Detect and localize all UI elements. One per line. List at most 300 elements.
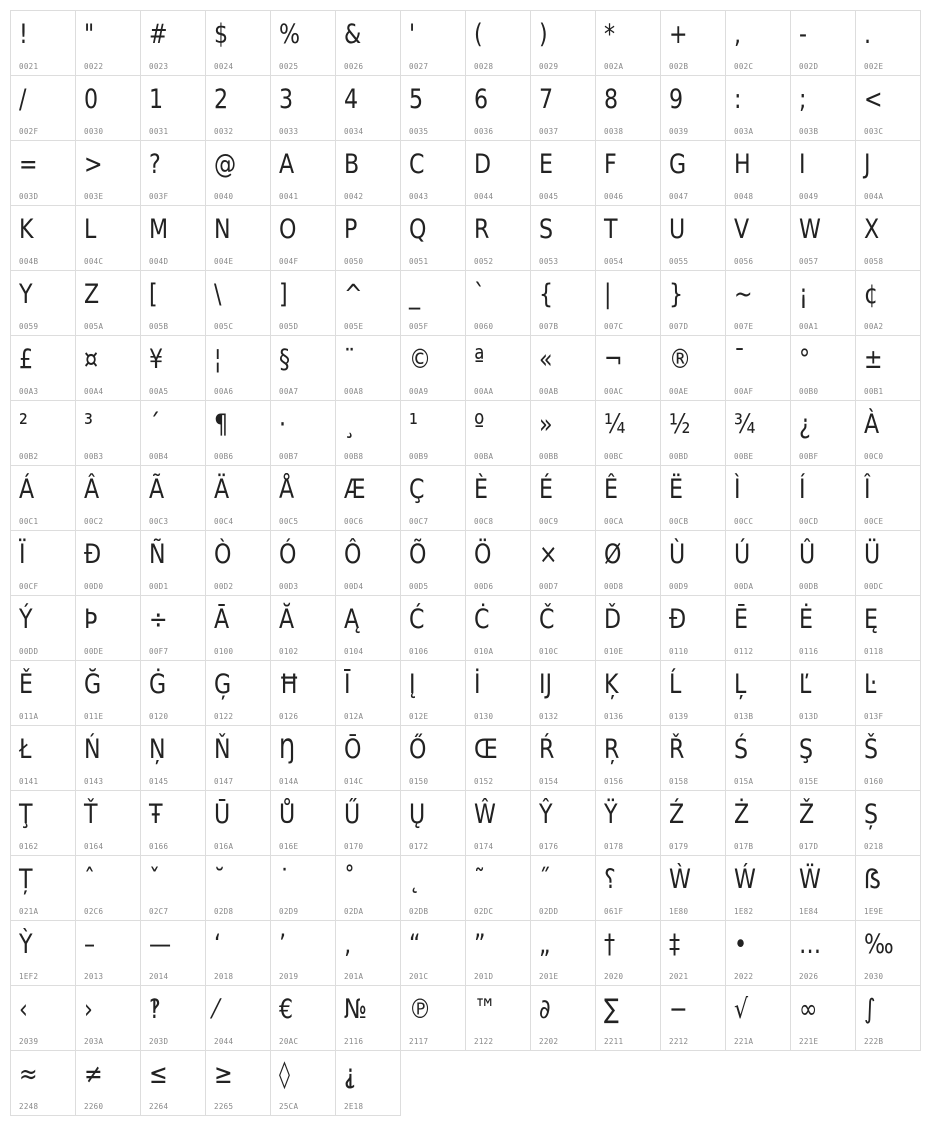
glyph-cell bbox=[401, 531, 466, 596]
glyph-codepoint: 00BE bbox=[734, 452, 754, 461]
glyph-char: Ō bbox=[344, 734, 362, 765]
glyph-char: Ę bbox=[864, 604, 878, 635]
glyph-cell bbox=[466, 466, 531, 531]
glyph-cell bbox=[596, 726, 661, 791]
glyph-cell bbox=[596, 206, 661, 271]
glyph-codepoint: 1E82 bbox=[734, 907, 754, 916]
glyph-codepoint: 004A bbox=[864, 192, 884, 201]
glyph-codepoint: 00DB bbox=[799, 582, 819, 591]
glyph-char: Í bbox=[799, 474, 806, 505]
glyph-codepoint: 016E bbox=[279, 842, 299, 851]
glyph-cell bbox=[791, 11, 856, 76]
glyph-cell bbox=[76, 856, 141, 921]
glyph-char: L bbox=[84, 214, 97, 245]
glyph-cell bbox=[206, 726, 271, 791]
glyph-codepoint: 201C bbox=[409, 972, 429, 981]
glyph-char: Ś bbox=[734, 734, 749, 765]
glyph-char: … bbox=[799, 929, 822, 960]
glyph-char: [ bbox=[149, 279, 158, 310]
glyph-codepoint: 2018 bbox=[214, 972, 234, 981]
glyph-char: _ bbox=[409, 279, 421, 310]
glyph-codepoint: 012A bbox=[344, 712, 364, 721]
glyph-cell bbox=[336, 791, 401, 856]
glyph-codepoint: 00AB bbox=[539, 387, 559, 396]
glyph-codepoint: 00D8 bbox=[604, 582, 624, 591]
glyph-cell bbox=[206, 336, 271, 401]
glyph-char: Ț bbox=[19, 864, 33, 895]
glyph-char: ¨ bbox=[344, 344, 356, 375]
glyph-cell bbox=[726, 921, 791, 986]
glyph-cell bbox=[206, 531, 271, 596]
glyph-char: | bbox=[604, 279, 612, 310]
glyph-cell bbox=[531, 336, 596, 401]
glyph-char: ¿ bbox=[799, 409, 811, 440]
glyph-codepoint: 2122 bbox=[474, 1037, 494, 1046]
glyph-cell bbox=[856, 921, 921, 986]
glyph-codepoint: 0141 bbox=[19, 777, 39, 786]
glyph-codepoint: 0032 bbox=[214, 127, 234, 136]
glyph-char: B bbox=[344, 149, 360, 180]
glyph-cell bbox=[596, 336, 661, 401]
glyph-char: U bbox=[669, 214, 686, 245]
glyph-cell bbox=[11, 1051, 76, 1116]
glyph-cell bbox=[531, 401, 596, 466]
glyph-codepoint: 0172 bbox=[409, 842, 429, 851]
glyph-char: ´ bbox=[149, 409, 161, 440]
glyph-cell bbox=[726, 661, 791, 726]
glyph-codepoint: 0026 bbox=[344, 62, 364, 71]
glyph-char: \ bbox=[214, 279, 222, 310]
glyph-char: ” bbox=[474, 929, 486, 960]
glyph-char: Ň bbox=[214, 734, 231, 765]
glyph-char: ∑ bbox=[604, 994, 619, 1025]
glyph-cell bbox=[531, 206, 596, 271]
glyph-char: ª bbox=[474, 344, 485, 375]
glyph-codepoint: 0021 bbox=[19, 62, 39, 71]
glyph-cell bbox=[11, 661, 76, 726]
glyph-codepoint: 00B7 bbox=[279, 452, 299, 461]
glyph-char: ' bbox=[409, 19, 416, 50]
glyph-codepoint: 00BF bbox=[799, 452, 819, 461]
glyph-cell bbox=[531, 141, 596, 206]
glyph-codepoint: 02C6 bbox=[84, 907, 104, 916]
glyph-cell bbox=[661, 11, 726, 76]
glyph-cell bbox=[596, 466, 661, 531]
glyph-cell bbox=[336, 271, 401, 336]
glyph-cell bbox=[206, 76, 271, 141]
glyph-char: Ẁ bbox=[669, 864, 691, 895]
glyph-char: ° bbox=[799, 344, 811, 375]
glyph-codepoint: 00C9 bbox=[539, 517, 559, 526]
glyph-cell bbox=[271, 986, 336, 1051]
glyph-codepoint: 0038 bbox=[604, 127, 624, 136]
glyph-char: A bbox=[279, 149, 295, 180]
glyph-codepoint: 2019 bbox=[279, 972, 299, 981]
glyph-char: Ź bbox=[669, 799, 685, 830]
glyph-char: ¹ bbox=[409, 409, 418, 440]
glyph-cell bbox=[76, 206, 141, 271]
glyph-cell bbox=[466, 726, 531, 791]
glyph-codepoint: 0045 bbox=[539, 192, 559, 201]
glyph-char: F bbox=[604, 149, 617, 180]
glyph-cell bbox=[11, 726, 76, 791]
glyph-cell bbox=[726, 271, 791, 336]
glyph-codepoint: 0050 bbox=[344, 257, 364, 266]
glyph-cell bbox=[856, 661, 921, 726]
glyph-char: Ŀ bbox=[864, 669, 877, 700]
glyph-char: Ų bbox=[409, 799, 426, 830]
glyph-codepoint: 003A bbox=[734, 127, 754, 136]
glyph-char: R bbox=[474, 214, 490, 245]
glyph-cell bbox=[401, 661, 466, 726]
glyph-cell bbox=[791, 271, 856, 336]
glyph-char: § bbox=[279, 344, 291, 375]
glyph-codepoint: 004C bbox=[84, 257, 104, 266]
glyph-char: „ bbox=[539, 929, 551, 960]
glyph-cell bbox=[336, 11, 401, 76]
glyph-cell bbox=[271, 856, 336, 921]
glyph-char: ≤ bbox=[149, 1059, 168, 1090]
glyph-char: Ŋ bbox=[279, 734, 296, 765]
glyph-cell bbox=[596, 856, 661, 921]
glyph-cell bbox=[401, 336, 466, 401]
glyph-cell bbox=[401, 401, 466, 466]
glyph-char: Õ bbox=[409, 539, 427, 570]
glyph-codepoint: 0060 bbox=[474, 322, 494, 331]
glyph-cell bbox=[401, 596, 466, 661]
glyph-char: 9 bbox=[669, 84, 684, 115]
glyph-char: « bbox=[539, 344, 553, 375]
glyph-codepoint: 00C5 bbox=[279, 517, 299, 526]
glyph-char: $ bbox=[214, 19, 229, 50]
glyph-char: Ť bbox=[84, 799, 98, 830]
glyph-codepoint: 0164 bbox=[84, 842, 104, 851]
glyph-char: 3 bbox=[279, 84, 294, 115]
glyph-codepoint: 02C7 bbox=[149, 907, 169, 916]
glyph-cell bbox=[336, 726, 401, 791]
glyph-char: Ÿ bbox=[604, 799, 618, 830]
glyph-cell bbox=[726, 791, 791, 856]
glyph-char: ³ bbox=[84, 409, 93, 440]
glyph-cell bbox=[271, 921, 336, 986]
glyph-codepoint: 2211 bbox=[604, 1037, 624, 1046]
glyph-codepoint: 00C0 bbox=[864, 452, 884, 461]
glyph-codepoint: 004B bbox=[19, 257, 39, 266]
glyph-char: † bbox=[604, 929, 616, 960]
glyph-codepoint: 007E bbox=[734, 322, 754, 331]
glyph-char: Ē bbox=[734, 604, 748, 635]
glyph-cell bbox=[336, 141, 401, 206]
glyph-cell bbox=[596, 596, 661, 661]
glyph-char: ℗ bbox=[409, 994, 432, 1025]
glyph-codepoint: 2014 bbox=[149, 972, 169, 981]
glyph-char: ≥ bbox=[214, 1059, 233, 1090]
glyph-cell bbox=[531, 661, 596, 726]
glyph-cell bbox=[76, 336, 141, 401]
glyph-codepoint: 00D6 bbox=[474, 582, 494, 591]
glyph-codepoint: 0154 bbox=[539, 777, 559, 786]
glyph-cell bbox=[401, 271, 466, 336]
glyph-codepoint: 2260 bbox=[84, 1102, 104, 1111]
glyph-char: ® bbox=[669, 344, 692, 375]
glyph-char: Ī bbox=[344, 669, 351, 700]
glyph-char: , bbox=[734, 19, 742, 50]
glyph-codepoint: 0130 bbox=[474, 712, 494, 721]
glyph-cell bbox=[791, 466, 856, 531]
glyph-cell bbox=[791, 206, 856, 271]
glyph-cell bbox=[596, 986, 661, 1051]
glyph-codepoint: 011E bbox=[84, 712, 104, 721]
glyph-char: G bbox=[669, 149, 687, 180]
glyph-cell bbox=[466, 336, 531, 401]
glyph-codepoint: 0057 bbox=[799, 257, 819, 266]
glyph-cell bbox=[11, 466, 76, 531]
glyph-char: ⁄ bbox=[214, 994, 218, 1025]
glyph-char: ! bbox=[19, 19, 28, 50]
glyph-cell bbox=[206, 921, 271, 986]
glyph-char: • bbox=[734, 929, 748, 960]
glyph-char: Ľ bbox=[799, 669, 812, 700]
glyph-cell bbox=[336, 466, 401, 531]
glyph-codepoint: 002A bbox=[604, 62, 624, 71]
glyph-char: E bbox=[539, 149, 553, 180]
glyph-codepoint: 0174 bbox=[474, 842, 494, 851]
glyph-char: Ė bbox=[799, 604, 813, 635]
glyph-codepoint: 1E80 bbox=[669, 907, 689, 916]
glyph-codepoint: 00B1 bbox=[864, 387, 884, 396]
glyph-char: Ġ bbox=[149, 669, 167, 700]
glyph-char: Ó bbox=[279, 539, 297, 570]
glyph-codepoint: 2039 bbox=[19, 1037, 39, 1046]
glyph-char: Ă bbox=[279, 604, 295, 635]
glyph-codepoint: 0052 bbox=[474, 257, 494, 266]
glyph-char: Ò bbox=[214, 539, 232, 570]
glyph-cell bbox=[531, 921, 596, 986]
glyph-char: ‘ bbox=[214, 929, 222, 960]
glyph-char: Ř bbox=[669, 734, 685, 765]
glyph-cell bbox=[76, 596, 141, 661]
glyph-cell bbox=[76, 726, 141, 791]
glyph-cell bbox=[271, 791, 336, 856]
glyph-char: Ü bbox=[864, 539, 881, 570]
glyph-char: Ů bbox=[279, 799, 296, 830]
glyph-char: ¬ bbox=[604, 344, 623, 375]
glyph-cell bbox=[661, 271, 726, 336]
glyph-cell bbox=[141, 596, 206, 661]
glyph-char: Č bbox=[539, 604, 555, 635]
glyph-char: Î bbox=[864, 474, 871, 505]
glyph-cell bbox=[141, 206, 206, 271]
glyph-char: ‰ bbox=[864, 929, 894, 960]
glyph-char: < bbox=[864, 84, 883, 115]
glyph-cell bbox=[11, 206, 76, 271]
glyph-codepoint: 0028 bbox=[474, 62, 494, 71]
glyph-cell bbox=[466, 531, 531, 596]
glyph-cell bbox=[271, 661, 336, 726]
glyph-codepoint: 00C4 bbox=[214, 517, 234, 526]
glyph-codepoint: 00DC bbox=[864, 582, 884, 591]
glyph-codepoint: 00C7 bbox=[409, 517, 429, 526]
glyph-char: € bbox=[279, 994, 294, 1025]
glyph-cell bbox=[401, 76, 466, 141]
glyph-cell bbox=[11, 791, 76, 856]
glyph-codepoint: 0104 bbox=[344, 647, 364, 656]
glyph-cell bbox=[141, 531, 206, 596]
glyph-codepoint: 0118 bbox=[864, 647, 884, 656]
glyph-char: ~ bbox=[734, 279, 753, 310]
glyph-cell bbox=[11, 921, 76, 986]
glyph-codepoint: 0143 bbox=[84, 777, 104, 786]
glyph-codepoint: 221E bbox=[799, 1037, 819, 1046]
glyph-codepoint: 201E bbox=[539, 972, 559, 981]
glyph-cell bbox=[271, 401, 336, 466]
glyph-char: ¾ bbox=[734, 409, 756, 440]
glyph-char: ( bbox=[474, 19, 483, 50]
glyph-codepoint: 002F bbox=[19, 127, 39, 136]
glyph-cell bbox=[531, 11, 596, 76]
glyph-codepoint: 00A4 bbox=[84, 387, 104, 396]
glyph-char: Ķ bbox=[604, 669, 619, 700]
glyph-cell bbox=[726, 986, 791, 1051]
glyph-cell bbox=[76, 661, 141, 726]
glyph-codepoint: 0120 bbox=[149, 712, 169, 721]
glyph-codepoint: 0100 bbox=[214, 647, 234, 656]
glyph-char: Ì bbox=[734, 474, 741, 505]
glyph-codepoint: 0139 bbox=[669, 712, 689, 721]
glyph-char: £ bbox=[19, 344, 34, 375]
glyph-cell bbox=[271, 76, 336, 141]
glyph-codepoint: 0116 bbox=[799, 647, 819, 656]
glyph-codepoint: 2265 bbox=[214, 1102, 234, 1111]
glyph-codepoint: 00DE bbox=[84, 647, 104, 656]
glyph-codepoint: 00BA bbox=[474, 452, 494, 461]
glyph-cell bbox=[466, 596, 531, 661]
glyph-codepoint: 0041 bbox=[279, 192, 299, 201]
glyph-cell bbox=[401, 141, 466, 206]
glyph-char: Ć bbox=[409, 604, 425, 635]
glyph-cell bbox=[531, 596, 596, 661]
glyph-codepoint: 007B bbox=[539, 322, 559, 331]
glyph-char: Ẃ bbox=[734, 864, 756, 895]
glyph-cell bbox=[661, 141, 726, 206]
glyph-cell bbox=[401, 791, 466, 856]
glyph-codepoint: 0023 bbox=[149, 62, 169, 71]
glyph-cell bbox=[206, 1051, 271, 1116]
glyph-char: Ŕ bbox=[539, 734, 555, 765]
glyph-codepoint: 002E bbox=[864, 62, 884, 71]
glyph-cell bbox=[661, 336, 726, 401]
glyph-cell bbox=[856, 206, 921, 271]
glyph-char: Ä bbox=[214, 474, 230, 505]
glyph-codepoint: 004E bbox=[214, 257, 234, 266]
glyph-char: 2 bbox=[214, 84, 229, 115]
glyph-char: 4 bbox=[344, 84, 359, 115]
glyph-codepoint: 25CA bbox=[279, 1102, 299, 1111]
glyph-char: Ç bbox=[409, 474, 425, 505]
glyph-codepoint: 007D bbox=[669, 322, 689, 331]
glyph-codepoint: 021A bbox=[19, 907, 39, 916]
glyph-codepoint: 0162 bbox=[19, 842, 39, 851]
glyph-cell bbox=[206, 791, 271, 856]
glyph-char: ‹ bbox=[19, 994, 28, 1025]
glyph-char: √ bbox=[734, 994, 749, 1025]
glyph-cell bbox=[596, 921, 661, 986]
glyph-codepoint: 061F bbox=[604, 907, 624, 916]
glyph-cell bbox=[401, 921, 466, 986]
glyph-codepoint: 02DC bbox=[474, 907, 494, 916]
glyph-codepoint: 015A bbox=[734, 777, 754, 786]
glyph-codepoint: 00AC bbox=[604, 387, 624, 396]
glyph-codepoint: 011A bbox=[19, 712, 39, 721]
glyph-codepoint: 005A bbox=[84, 322, 104, 331]
glyph-codepoint: 00D5 bbox=[409, 582, 429, 591]
glyph-codepoint: 005E bbox=[344, 322, 364, 331]
glyph-char: } bbox=[669, 279, 684, 310]
glyph-char: ± bbox=[864, 344, 883, 375]
glyph-cell bbox=[661, 206, 726, 271]
glyph-char: 5 bbox=[409, 84, 424, 115]
glyph-char: Ã bbox=[149, 474, 165, 505]
glyph-char: % bbox=[279, 19, 301, 50]
glyph-codepoint: 00C1 bbox=[19, 517, 39, 526]
glyph-cell bbox=[531, 271, 596, 336]
glyph-cell bbox=[401, 466, 466, 531]
glyph-char: Ğ bbox=[84, 669, 102, 700]
glyph-codepoint: 00B9 bbox=[409, 452, 429, 461]
glyph-codepoint: 0166 bbox=[149, 842, 169, 851]
glyph-cell bbox=[11, 531, 76, 596]
glyph-char: ) bbox=[539, 19, 548, 50]
glyph-codepoint: 00C2 bbox=[84, 517, 104, 526]
glyph-cell bbox=[856, 401, 921, 466]
glyph-char: C bbox=[409, 149, 425, 180]
glyph-codepoint: 2202 bbox=[539, 1037, 559, 1046]
glyph-codepoint: 2022 bbox=[734, 972, 754, 981]
glyph-codepoint: 0037 bbox=[539, 127, 559, 136]
glyph-char: H bbox=[734, 149, 751, 180]
glyph-codepoint: 2264 bbox=[149, 1102, 169, 1111]
glyph-cell bbox=[11, 401, 76, 466]
glyph-codepoint: 00CA bbox=[604, 517, 624, 526]
glyph-cell bbox=[141, 791, 206, 856]
glyph-cell bbox=[206, 401, 271, 466]
glyph-codepoint: 221A bbox=[734, 1037, 754, 1046]
glyph-char: & bbox=[344, 19, 362, 50]
glyph-cell bbox=[726, 466, 791, 531]
glyph-char: ˝ bbox=[539, 864, 551, 895]
glyph-char: M bbox=[149, 214, 169, 245]
glyph-char: > bbox=[84, 149, 103, 180]
glyph-char: ˚ bbox=[344, 864, 356, 895]
glyph-codepoint: 00B8 bbox=[344, 452, 364, 461]
glyph-codepoint: 005B bbox=[149, 322, 169, 331]
glyph-cell bbox=[76, 141, 141, 206]
glyph-cell bbox=[336, 76, 401, 141]
glyph-char: ? bbox=[149, 149, 161, 180]
glyph-cell bbox=[76, 531, 141, 596]
glyph-codepoint: 0110 bbox=[669, 647, 689, 656]
glyph-cell bbox=[466, 206, 531, 271]
glyph-codepoint: 004D bbox=[149, 257, 169, 266]
glyph-cell bbox=[856, 466, 921, 531]
glyph-codepoint: 00B2 bbox=[19, 452, 39, 461]
glyph-char: Â bbox=[84, 474, 100, 505]
glyph-cell bbox=[596, 271, 661, 336]
glyph-cell bbox=[856, 726, 921, 791]
glyph-cell bbox=[661, 661, 726, 726]
glyph-codepoint: 0132 bbox=[539, 712, 559, 721]
glyph-cell bbox=[531, 986, 596, 1051]
